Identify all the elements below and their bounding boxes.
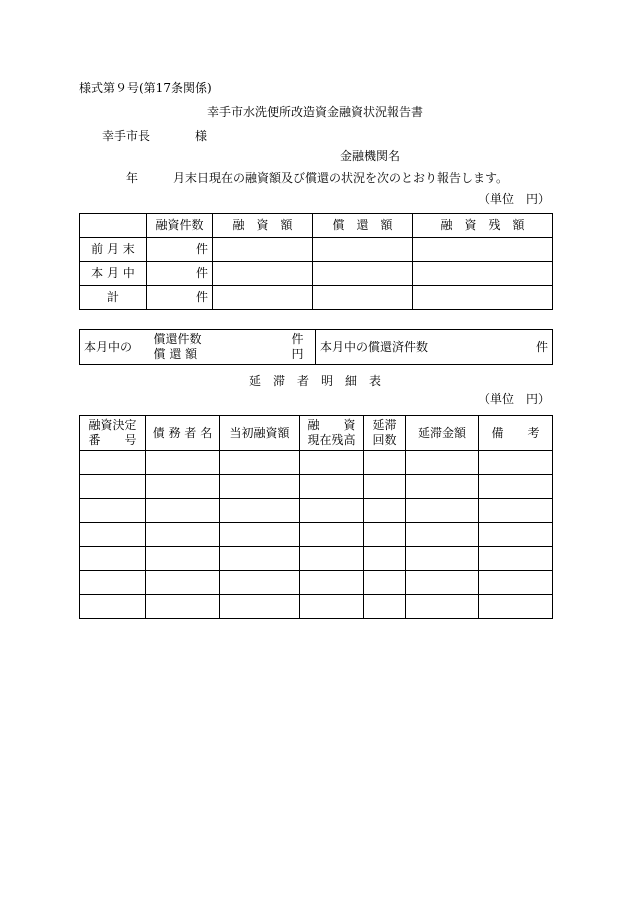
completed-label: 本月中の償還済件数 [320,339,429,354]
table-cell[interactable] [479,571,553,595]
table-cell[interactable] [364,523,406,547]
table-cell[interactable] [364,571,406,595]
row-label: 本 月 中 [80,262,147,286]
header-cell [80,214,147,238]
table-cell[interactable] [364,547,406,571]
table-cell[interactable] [146,523,220,547]
amount-cell[interactable] [413,286,553,310]
amount-cell[interactable] [213,238,313,262]
table-cell[interactable] [220,595,300,619]
monthly-summary-box [79,329,553,365]
table-cell[interactable] [406,547,479,571]
table-row [80,595,553,619]
statement-year: 年 [126,171,139,185]
table-cell[interactable] [479,499,553,523]
table-cell[interactable] [406,499,479,523]
delinquent-body [80,451,553,619]
document-title: 幸手市水洗便所改造資金融資状況報告書 [206,105,423,119]
table-row [80,475,553,499]
table-row [80,451,553,475]
completed-count-cell[interactable] [316,330,553,365]
table-cell[interactable] [406,595,479,619]
table-cell[interactable] [80,475,146,499]
table-cell[interactable] [80,547,146,571]
header-cell: 延滞金額 [406,416,479,451]
delinquent-unit-label: （単位 円） [478,392,551,406]
header-line: 融 資 [307,418,356,432]
table-cell[interactable] [364,451,406,475]
table-cell[interactable] [80,571,146,595]
header-cell: 融 資 残 額 [413,214,553,238]
table-cell[interactable] [300,499,364,523]
table-cell[interactable] [220,451,300,475]
table-cell[interactable] [406,451,479,475]
header-cell: 備 考 [479,416,553,451]
table-cell[interactable] [146,547,220,571]
table-cell[interactable] [80,451,146,475]
table-cell[interactable] [479,475,553,499]
table-row [80,499,553,523]
table-row [80,523,553,547]
header-line: 現在残高 [307,433,356,447]
table-cell[interactable] [479,451,553,475]
header-cell: 当初融資額 [220,416,300,451]
table-cell[interactable] [479,547,553,571]
table-header-row [80,214,553,238]
table-cell[interactable] [220,523,300,547]
table-cell[interactable] [406,475,479,499]
table-cell[interactable] [220,499,300,523]
delinquent-header-row [80,416,553,451]
table-cell[interactable] [300,571,364,595]
repayment-info[interactable] [144,330,316,365]
count-cell[interactable]: 件 [147,286,213,310]
table-cell[interactable] [220,475,300,499]
unit-label: （単位 円） [478,192,551,206]
table-cell[interactable] [364,499,406,523]
table-cell[interactable] [300,523,364,547]
count-cell[interactable]: 件 [147,262,213,286]
table-cell[interactable] [300,475,364,499]
amount-cell[interactable] [413,262,553,286]
header-cell [300,416,364,451]
table-cell[interactable] [80,523,146,547]
completed-unit: 件 [535,339,548,354]
header-line: 番 号 [88,433,137,447]
table-cell[interactable] [146,571,220,595]
count-cell[interactable]: 件 [147,238,213,262]
statement-body: 月末日現在の融資額及び償還の状況を次のとおり報告します。 [173,171,509,185]
table-cell[interactable] [146,451,220,475]
table-cell[interactable] [406,523,479,547]
repay-count-label: 償還件数 [153,332,202,346]
table-cell[interactable] [479,523,553,547]
delinquent-table-title: 延 滞 者 明 細 表 [248,374,381,388]
honorific: 様 [195,129,208,143]
header-line: 融資決定 [88,418,137,432]
table-cell[interactable] [300,547,364,571]
table-cell[interactable] [479,595,553,619]
table-cell[interactable] [364,475,406,499]
table-row [80,571,553,595]
form-number: 様式第９号(第17条関係) [79,81,212,95]
table-row [80,262,553,286]
amount-cell[interactable] [413,238,553,262]
institution-label: 金融機関名 [340,149,401,163]
table-cell[interactable] [146,499,220,523]
table-row [80,286,553,310]
amount-cell[interactable] [213,286,313,310]
row-label: 前 月 末 [80,238,147,262]
table-cell[interactable] [300,451,364,475]
header-line: 回数 [372,433,397,447]
amount-cell[interactable] [313,286,413,310]
table-cell[interactable] [220,571,300,595]
header-cell: 償 還 額 [313,214,413,238]
addressee: 幸手市長 [102,129,151,143]
table-cell[interactable] [146,595,220,619]
repay-amount-label: 償 還 額 [153,347,198,361]
table-cell[interactable] [80,499,146,523]
amount-cell[interactable] [313,262,413,286]
table-cell[interactable] [146,475,220,499]
repay-count-unit: 件 [291,332,304,346]
header-line: 延滞 [372,418,397,432]
table-cell[interactable] [364,595,406,619]
table-row [80,547,553,571]
header-cell [364,416,406,451]
table-cell[interactable] [220,547,300,571]
repay-amount-unit: 円 [291,347,304,361]
table-cell[interactable] [300,595,364,619]
header-cell: 債 務 者 名 [146,416,220,451]
financing-status-table [79,213,553,310]
amount-cell[interactable] [313,238,413,262]
delinquent-table [79,415,553,619]
header-cell: 融 資 額 [213,214,313,238]
table-row [80,238,553,262]
header-cell [80,416,146,451]
table-cell[interactable] [80,595,146,619]
amount-cell[interactable] [213,262,313,286]
table-cell[interactable] [406,571,479,595]
header-cell: 融資件数 [147,214,213,238]
summary-label: 本月中の [80,330,144,365]
row-label: 計 [80,286,147,310]
